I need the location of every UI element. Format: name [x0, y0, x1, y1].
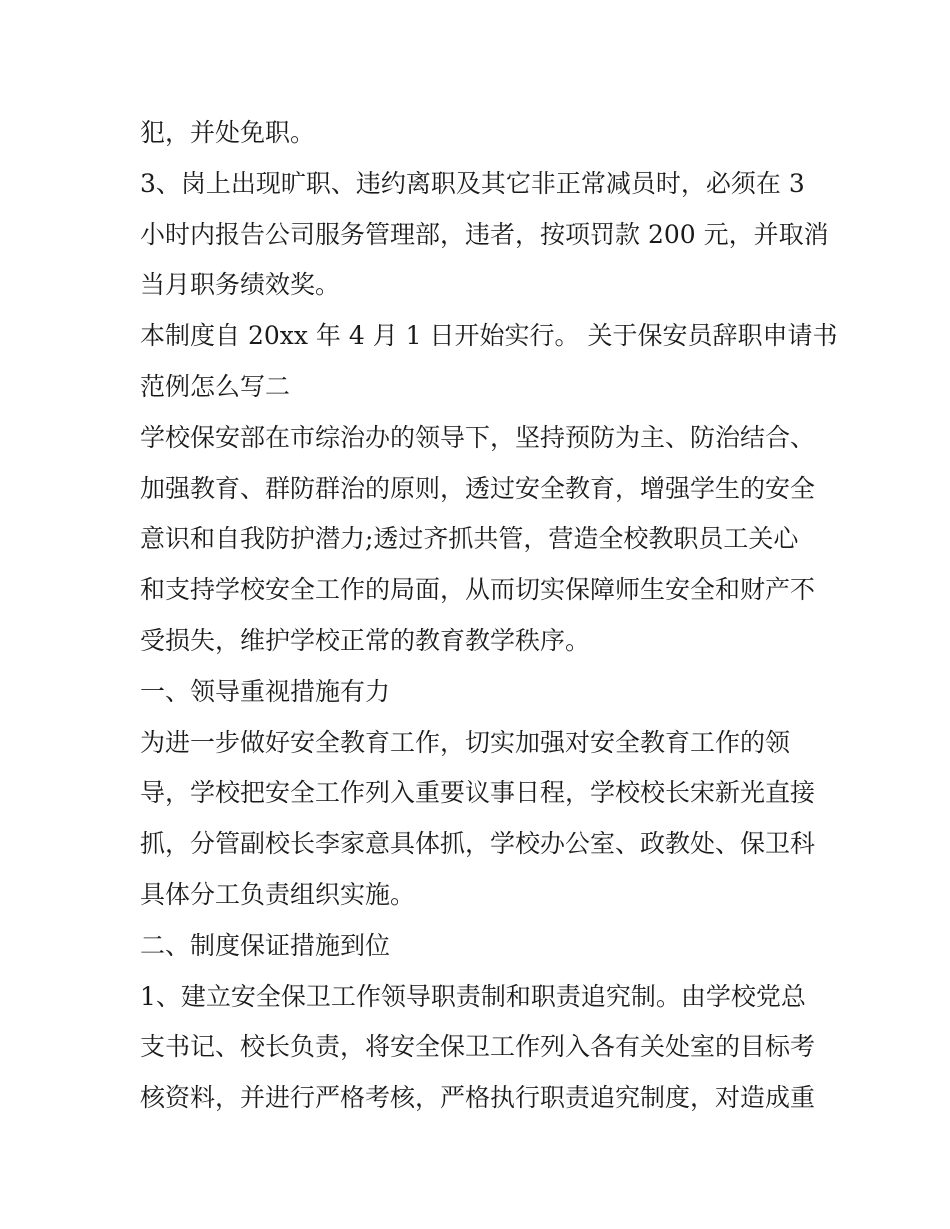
text-line: 为进一步做好安全教育工作，切实加强对安全教育工作的领	[140, 727, 791, 757]
text-line: 和支持学校安全工作的局面，从而切实保障师生安全和财产不	[140, 575, 816, 605]
body-text	[140, 108, 838, 1124]
text-line: 当月职务绩效奖。	[140, 270, 341, 300]
text-line: 犯，并处免职。	[140, 118, 316, 147]
text-line: 具体分工负责组织实施。	[140, 879, 416, 909]
text-line: 意识和自我防护潜力;透过齐抓共管，营造全校教职员工关心	[140, 524, 799, 554]
text-line: 3、岗上出现旷职、违约离职及其它非正常减员时，必须在 3	[140, 168, 805, 198]
heading-2: 二、制度保证措施到位	[140, 930, 391, 960]
text-line: 本制度自 20xx 年 4 月 1 日开始实行。 关于保安员辞职申请书	[140, 321, 838, 351]
text-line: 支书记、校长负责，将安全保卫工作列入各有关处室的目标考	[140, 1032, 816, 1062]
text-line: 学校保安部在市综治办的领导下，坚持预防为主、防治结合、	[140, 422, 816, 452]
text-line: 受损失，维护学校正常的教育教学秩序。	[140, 625, 591, 655]
text-line: 加强教育、群防群治的原则，透过安全教育，增强学生的安全	[140, 473, 816, 503]
heading-1: 一、领导重视措施有力	[140, 676, 391, 706]
text-line: 核资料，并进行严格考核，严格执行职责追究制度，对造成重	[140, 1083, 816, 1113]
section-title-line: 范例怎么写二	[140, 371, 291, 401]
text-line: 小时内报告公司服务管理部，违者，按项罚款 200 元，并取消	[140, 219, 829, 249]
text-line: 1、建立安全保卫工作领导职责制和职责追究制。由学校党总	[140, 981, 806, 1011]
text-line: 抓，分管副校长李家意具体抓，学校办公室、政教处、保卫科	[140, 829, 816, 859]
text-line: 导，学校把安全工作列入重要议事日程，学校校长宋新光直接	[140, 778, 816, 808]
